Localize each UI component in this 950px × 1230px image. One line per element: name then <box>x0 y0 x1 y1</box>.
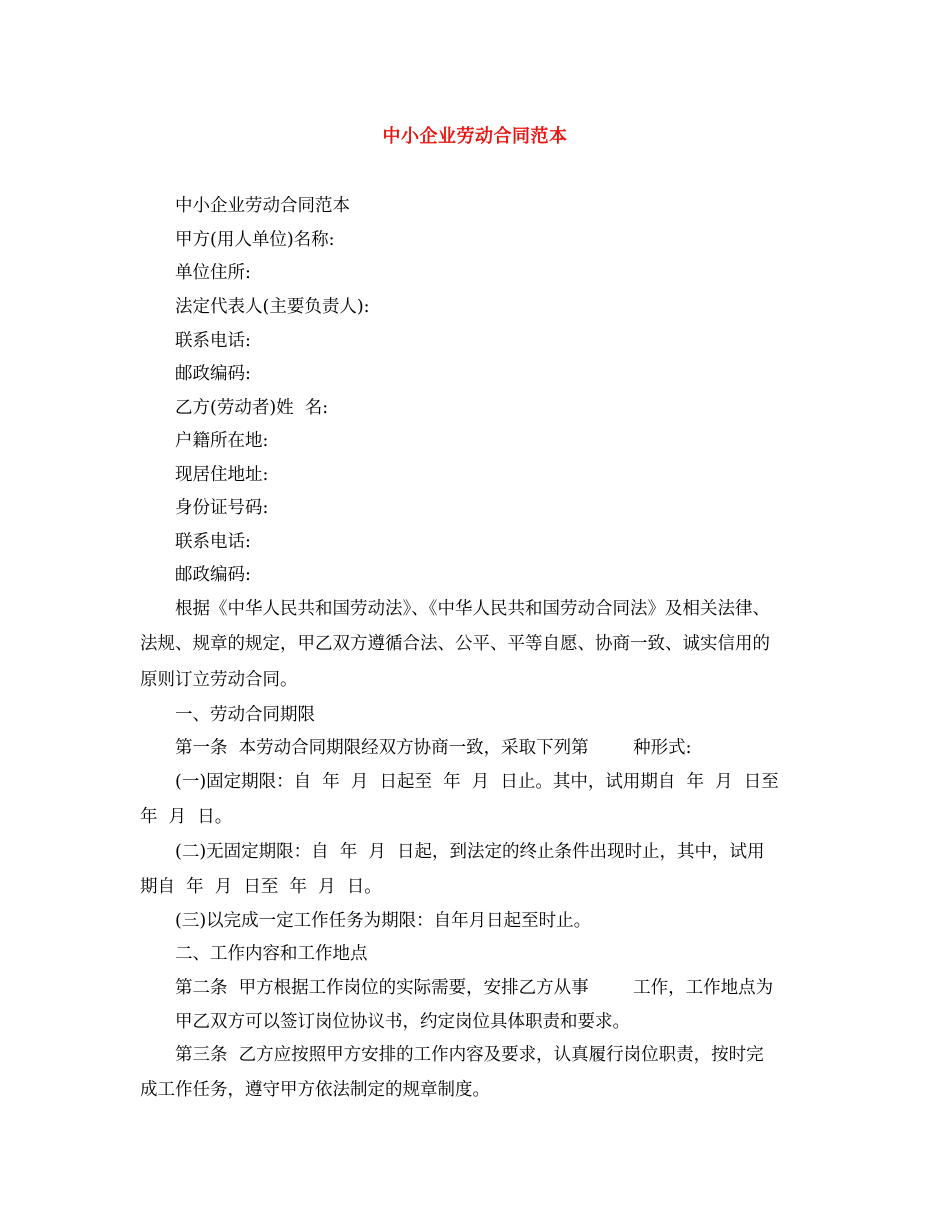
body-line-12: 邮政编码: <box>175 565 251 585</box>
document-title: 中小企业劳动合同范本 <box>382 126 568 147</box>
body-line-20: (二)无固定期限：自 年 月 日起，到法定的终止条件出现时止，其中，试用 <box>175 842 765 862</box>
body-line-16: 一、劳动合同期限 <box>175 705 315 725</box>
body-line-19: 年 月 日。 <box>140 807 233 827</box>
body-line-5: 联系电话: <box>175 331 251 351</box>
body-line-18: (一)固定期限：自 年 月 日起至 年 月 日止。其中，试用期自 年 月 日至 <box>175 772 779 792</box>
body-line-25: 甲乙双方可以签订岗位协议书，约定岗位具体职责和要求。 <box>175 1012 630 1032</box>
body-line-11: 联系电话: <box>175 532 251 552</box>
body-line-2: 甲方(用人单位)名称: <box>175 230 335 250</box>
body-line-6: 邮政编码: <box>175 364 251 384</box>
body-line-15: 原则订立劳动合同。 <box>140 670 298 690</box>
body-line-22: (三)以完成一定工作任务为期限：自年月日起至时止。 <box>175 911 592 931</box>
body-line-1: 中小企业劳动合同范本 <box>175 196 350 216</box>
body-line-27: 成工作任务，遵守甲方依法制定的规章制度。 <box>140 1080 490 1100</box>
body-line-24: 第二条 甲方根据工作岗位的实际需要，安排乙方从事 工作，工作地点为 <box>175 978 774 998</box>
body-line-23: 二、工作内容和工作地点 <box>175 944 368 964</box>
body-line-7: 乙方(劳动者)姓 名: <box>175 398 329 418</box>
body-line-4: 法定代表人(主要负责人): <box>175 297 370 317</box>
body-line-21: 期自 年 月 日至 年 月 日。 <box>140 877 382 897</box>
body-line-8: 户籍所在地: <box>175 431 269 451</box>
body-line-14: 法规、规章的规定，甲乙双方遵循合法、公平、平等自愿、协商一致、诚实信用的 <box>140 634 770 654</box>
body-line-9: 现居住地址: <box>175 465 269 485</box>
body-line-26: 第三条 乙方应按照甲方安排的工作内容及要求，认真履行岗位职责，按时完 <box>175 1045 764 1065</box>
body-line-17: 第一条 本劳动合同期限经双方协商一致，采取下列第 种形式: <box>175 738 692 758</box>
body-line-10: 身份证号码: <box>175 498 269 518</box>
body-line-13: 根据《中华人民共和国劳动法》、《中华人民共和国劳动合同法》及相关法律、 <box>175 599 770 619</box>
body-line-3: 单位住所: <box>175 263 251 283</box>
